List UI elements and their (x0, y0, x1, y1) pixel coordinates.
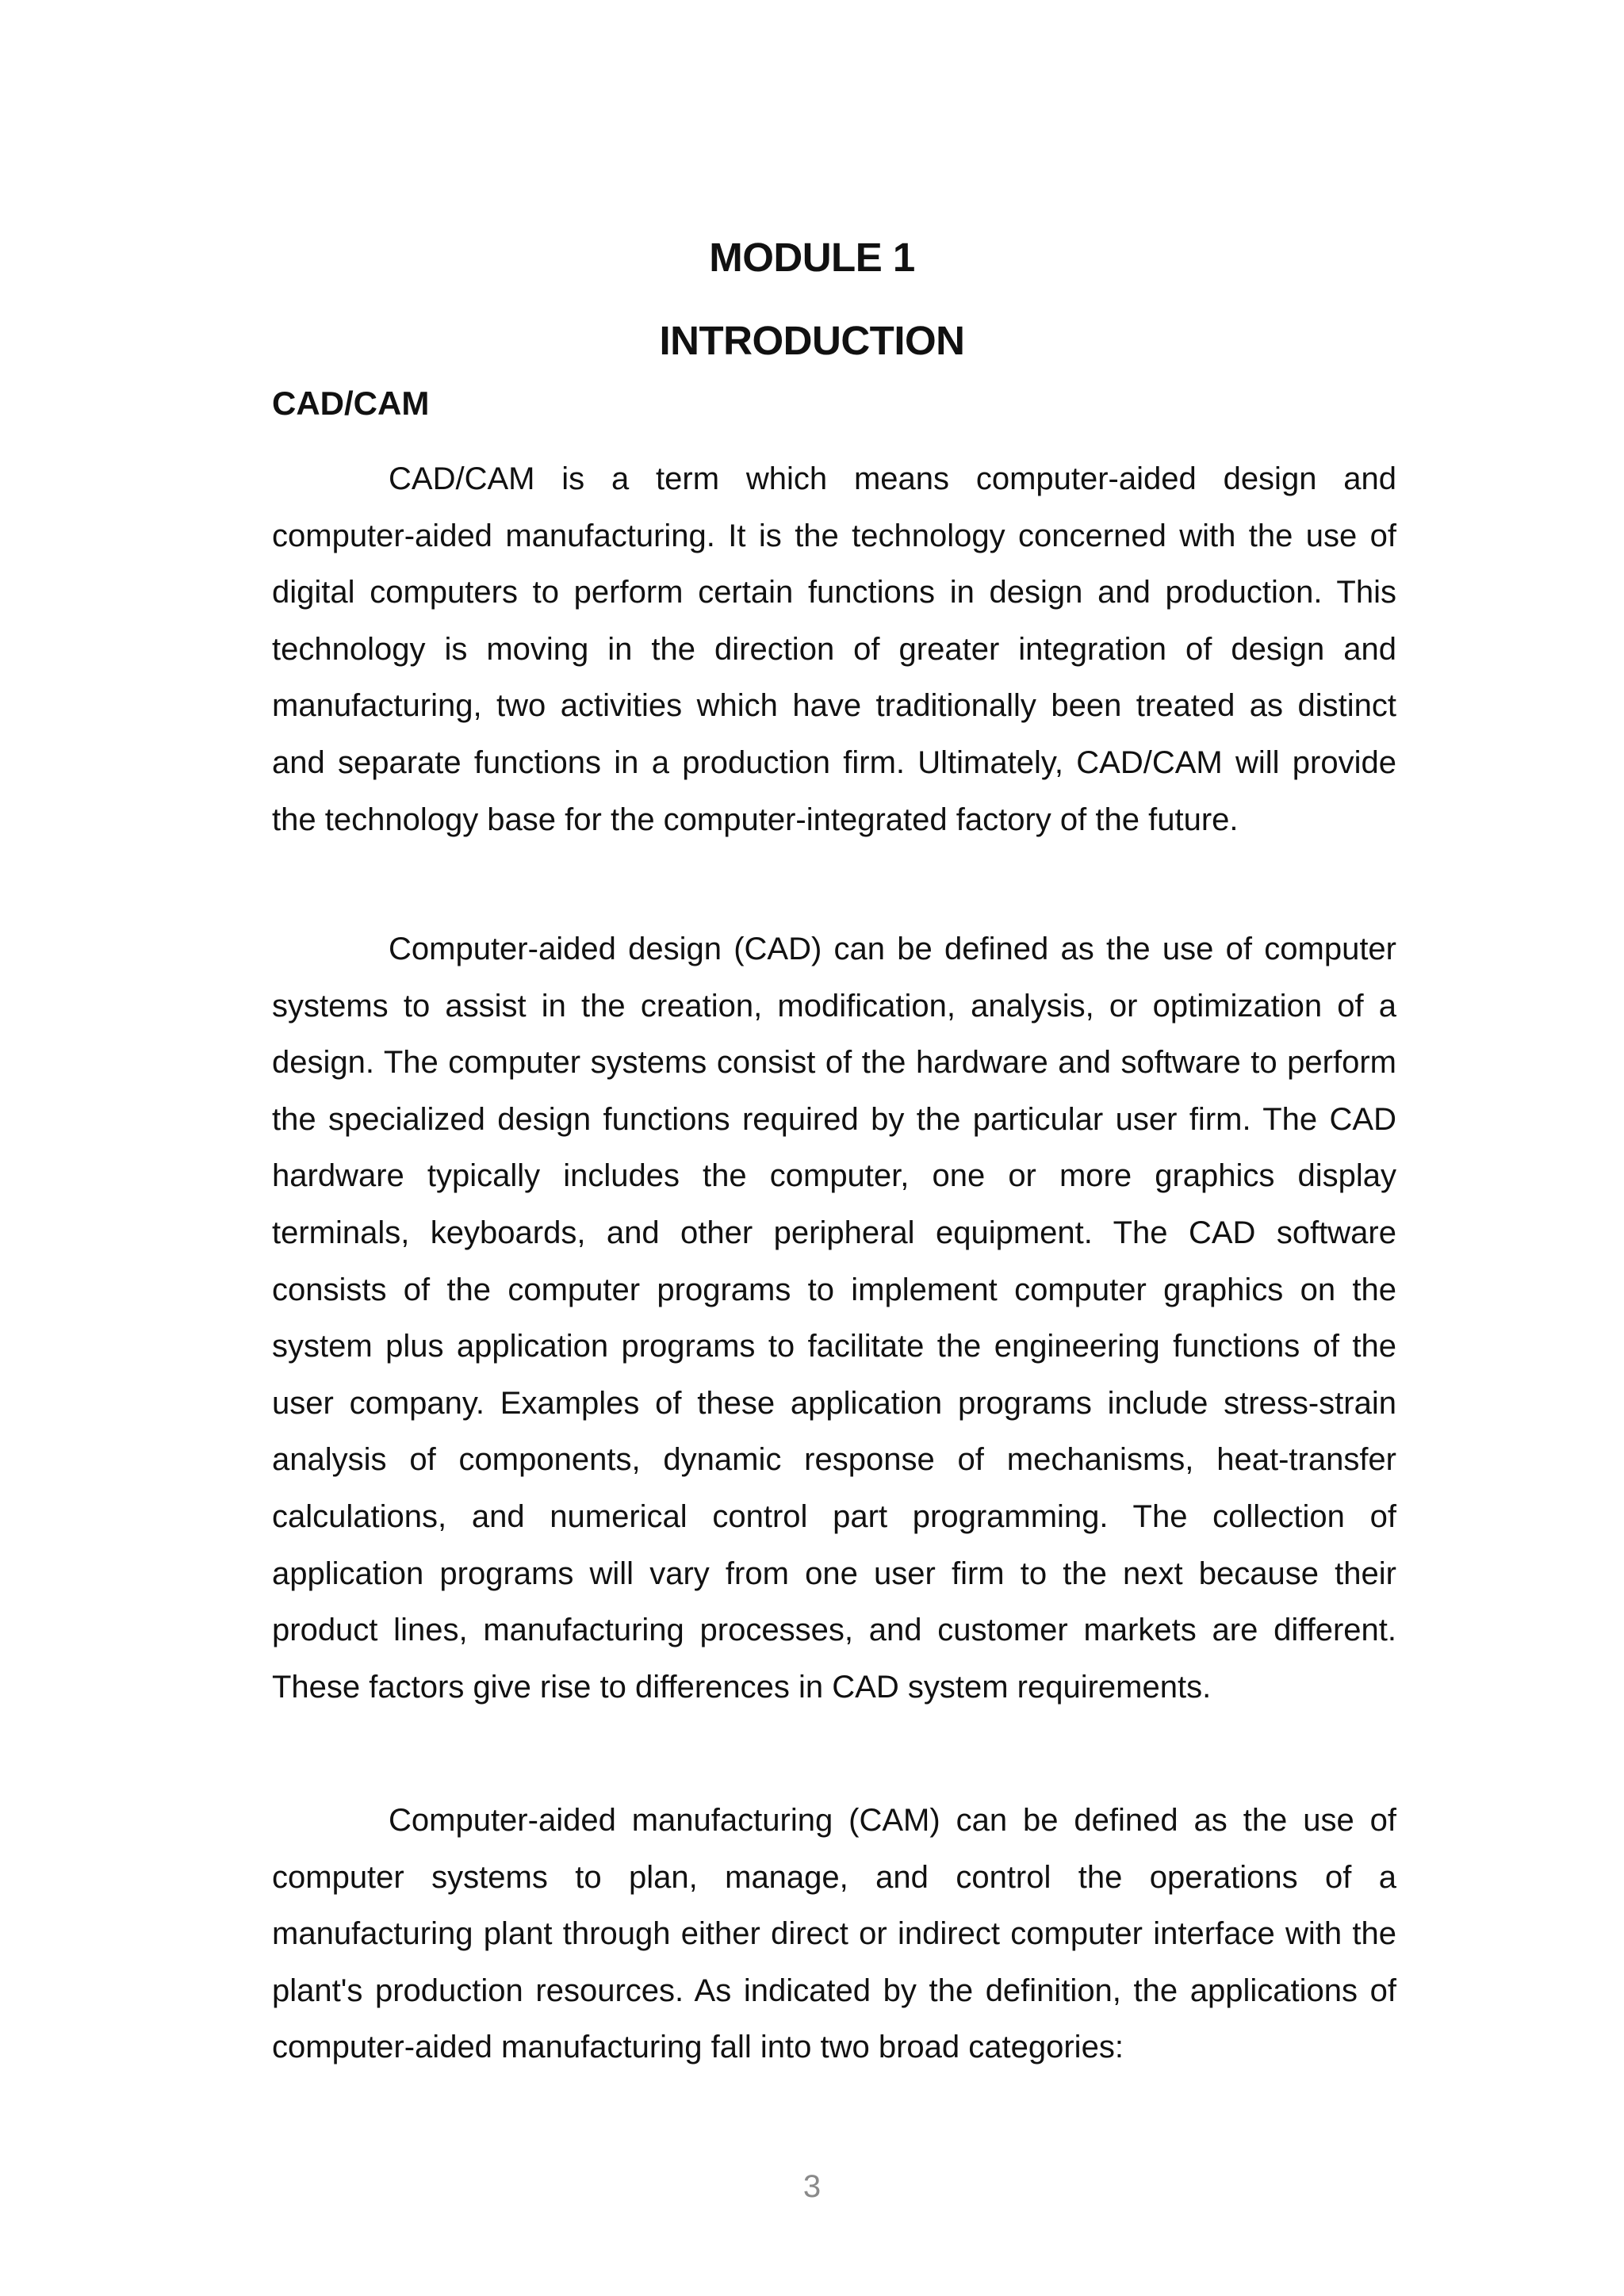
section-heading: CAD/CAM (272, 385, 430, 422)
module-title: MODULE 1 (709, 235, 915, 280)
page-number: 3 (802, 2169, 822, 2204)
paragraph-cadcam-overview: CAD/CAM is a term which means computer-aided design and computer-aided manufacturing. It is the technology concerned with the use of digital computers to perform certain functions in design and production. This technology is moving in the direction of greater integration of design and manufacturing, two activities which have traditionally been treated as distinct and separate functions in a production firm. Ultimately, CAD/CAM will provide the technology base for the computer-integrated factory of the future. (272, 461, 1396, 837)
chapter-title: INTRODUCTION (659, 318, 965, 363)
paragraph-cam-definition: Computer-aided manufacturing (CAM) can be defined as the use of computer systems to plan, manage, and control the operations of a manufacturing plant through either direct or indirect computer interface with the plant's production resources. As indicated by the definition, the applications of computer-aided manufacturing fall into two broad categories: (272, 1803, 1396, 2065)
paragraph-cad-definition: Computer-aided design (CAD) can be defined as the use of computer systems to assist in the creation, modification, analysis, or optimization of a design. The computer systems consist of the hardware and software to perform the specialized design functions required by the particular user firm. The CAD hardware typically includes the computer, one or more graphics display terminals, keyboards, and other peripheral equipment. The CAD software consists of the computer programs to implement computer graphics on the system plus application programs to facilitate the engineering functions of the user company. Examples of these application programs include stress-strain analysis of components, dynamic response of mechanisms, heat-transfer calculations, and numerical control part programming. The collection of application programs will vary from one user firm to the next because their product lines, manufacturing processes, and customer markets are different. These factors give rise to differences in CAD system requirements. (272, 932, 1396, 1705)
